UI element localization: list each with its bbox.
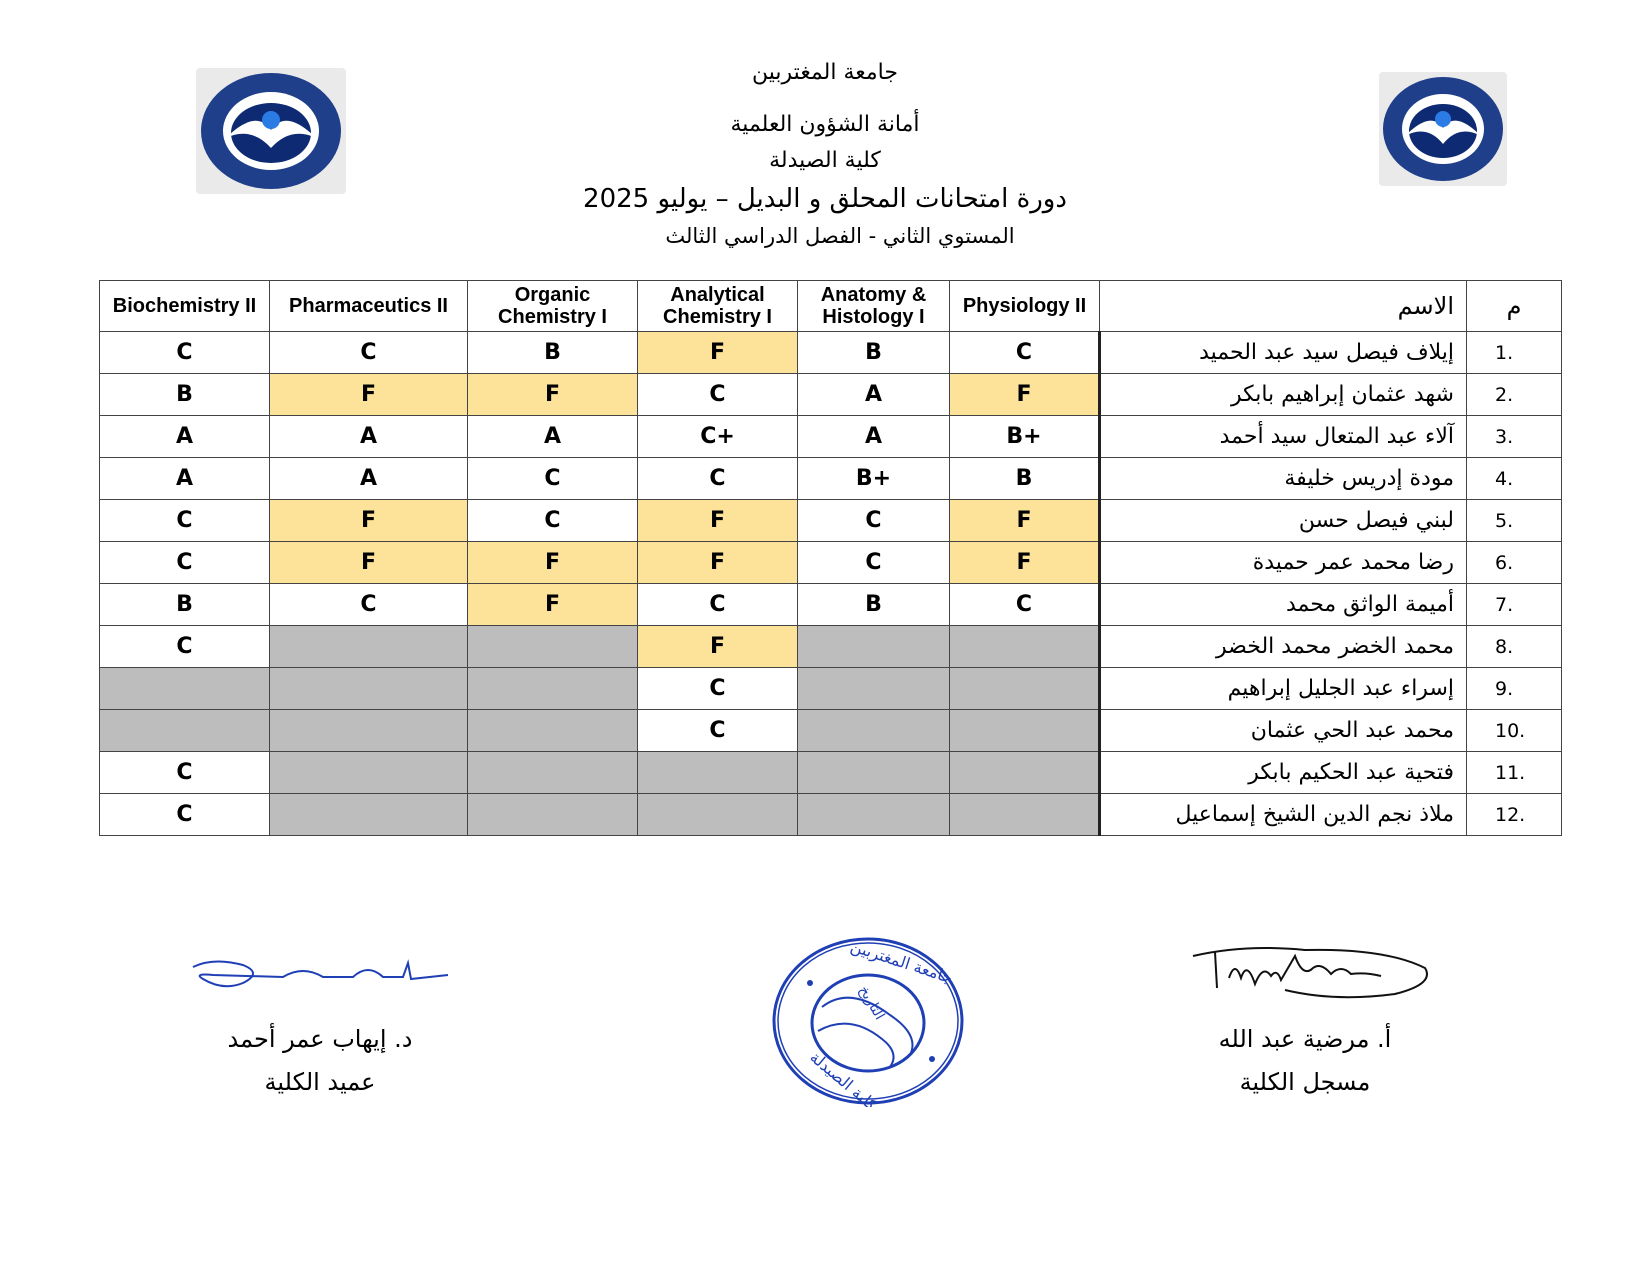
table-row [100, 374, 1562, 416]
grade-cell-physiology: B [950, 458, 1100, 500]
university-logo-right [1379, 72, 1507, 186]
grade-cell-organic [468, 752, 638, 794]
grade-cell-anatomy [798, 794, 950, 836]
grade-cell-organic: F [468, 374, 638, 416]
col-header-number: م [1467, 281, 1562, 332]
grade-cell-analytical: C+ [638, 416, 798, 458]
col-header-analytical: Analytical Chemistry I [638, 281, 798, 332]
faculty-stamp [770, 935, 966, 1107]
grade-cell-analytical: F [638, 332, 798, 374]
grade-cell-organic: B [468, 332, 638, 374]
grade-cell-anatomy: C [798, 500, 950, 542]
student-name: أميمة الواثق محمد [1100, 584, 1467, 626]
grade-cell-organic: F [468, 542, 638, 584]
table-row [100, 668, 1562, 710]
scientific-affairs: أمانة الشؤون العلمية [730, 112, 920, 137]
student-name: فتحية عبد الحكيم بابكر [1100, 752, 1467, 794]
grades-table-body [100, 332, 1562, 836]
grade-cell-organic [468, 710, 638, 752]
row-number: 2. [1467, 374, 1562, 416]
col-header-name: الاسم [1100, 281, 1467, 332]
grade-cell-organic [468, 794, 638, 836]
row-number: 7. [1467, 584, 1562, 626]
row-number: 5. [1467, 500, 1562, 542]
grade-cell-biochemistry: B [100, 374, 270, 416]
student-name: آلاء عبد المتعال سيد أحمد [1100, 416, 1467, 458]
grade-cell-pharmaceutics: F [270, 542, 468, 584]
grade-cell-anatomy [798, 668, 950, 710]
grade-cell-pharmaceutics [270, 752, 468, 794]
registrar-name: أ. مرضية عبد الله [1218, 1025, 1392, 1053]
table-row [100, 458, 1562, 500]
grade-cell-pharmaceutics: F [270, 374, 468, 416]
grade-cell-anatomy: B [798, 332, 950, 374]
grade-cell-biochemistry: C [100, 500, 270, 542]
table-row [100, 626, 1562, 668]
col-header-pharmaceutics: Pharmaceutics II [270, 281, 468, 332]
grade-cell-biochemistry: C [100, 752, 270, 794]
exam-title: دورة امتحانات المحلق و البديل – يوليو 2025 [583, 184, 1067, 214]
grade-cell-pharmaceutics: F [270, 500, 468, 542]
grade-cell-biochemistry: C [100, 794, 270, 836]
grade-cell-physiology [950, 668, 1100, 710]
student-name: مودة إدريس خليفة [1100, 458, 1467, 500]
col-header-organic: Organic Chemistry I [468, 281, 638, 332]
grade-cell-physiology: B+ [950, 416, 1100, 458]
row-number: 10. [1467, 710, 1562, 752]
grade-cell-physiology [950, 626, 1100, 668]
university-name: جامعة المغتربين [752, 60, 898, 85]
row-number: 6. [1467, 542, 1562, 584]
grade-cell-analytical: C [638, 458, 798, 500]
grade-cell-physiology: F [950, 542, 1100, 584]
student-name: شهد عثمان إبراهيم بابكر [1100, 374, 1467, 416]
table-row [100, 710, 1562, 752]
student-name: إيلاف فيصل سيد عبد الحميد [1100, 332, 1467, 374]
grade-cell-biochemistry: B [100, 584, 270, 626]
col-header-physiology: Physiology II [950, 281, 1100, 332]
student-name: لبني فيصل حسن [1100, 500, 1467, 542]
student-name: ملاذ نجم الدين الشيخ إسماعيل [1100, 794, 1467, 836]
grade-cell-organic: A [468, 416, 638, 458]
grade-cell-analytical: C [638, 668, 798, 710]
grade-cell-pharmaceutics: C [270, 332, 468, 374]
dean-signature [183, 955, 453, 1005]
table-row [100, 542, 1562, 584]
table-row [100, 752, 1562, 794]
grade-cell-physiology [950, 710, 1100, 752]
grade-cell-pharmaceutics [270, 794, 468, 836]
student-name: إسراء عبد الجليل إبراهيم [1100, 668, 1467, 710]
grade-cell-biochemistry [100, 668, 270, 710]
university-logo-left [196, 68, 346, 194]
registrar-title: مسجل الكلية [1239, 1068, 1371, 1096]
grade-cell-pharmaceutics: A [270, 458, 468, 500]
grade-cell-physiology: F [950, 374, 1100, 416]
grade-cell-pharmaceutics [270, 668, 468, 710]
student-name: محمد عبد الحي عثمان [1100, 710, 1467, 752]
col-header-biochemistry: Biochemistry II [100, 281, 270, 332]
grade-cell-organic: C [468, 458, 638, 500]
grade-cell-physiology: C [950, 332, 1100, 374]
row-number: 4. [1467, 458, 1562, 500]
grade-cell-organic: F [468, 584, 638, 626]
dean-name: د. إيهاب عمر أحمد [227, 1025, 413, 1053]
grade-cell-physiology: C [950, 584, 1100, 626]
grade-cell-anatomy: B+ [798, 458, 950, 500]
student-name: محمد الخضر محمد الخضر [1100, 626, 1467, 668]
student-name: رضا محمد عمر حميدة [1100, 542, 1467, 584]
grade-cell-analytical: F [638, 626, 798, 668]
level-semester: المستوي الثاني - الفصل الدراسي الثالث [665, 224, 1015, 248]
table-header-row [100, 281, 1562, 332]
grade-cell-anatomy [798, 710, 950, 752]
table-row [100, 500, 1562, 542]
faculty-name: كلية الصيدلة [769, 148, 881, 173]
grades-table [99, 280, 1562, 836]
grade-cell-analytical: F [638, 500, 798, 542]
grade-cell-anatomy [798, 626, 950, 668]
grade-cell-analytical: C [638, 374, 798, 416]
grade-cell-organic: C [468, 500, 638, 542]
grade-cell-physiology [950, 794, 1100, 836]
grade-cell-biochemistry: A [100, 458, 270, 500]
grade-cell-analytical: C [638, 710, 798, 752]
grade-cell-physiology: F [950, 500, 1100, 542]
grade-cell-pharmaceutics [270, 626, 468, 668]
stamp-outer-text: جامعة المغتربين [848, 936, 956, 988]
grade-cell-analytical [638, 794, 798, 836]
grade-cell-biochemistry: A [100, 416, 270, 458]
row-number: 1. [1467, 332, 1562, 374]
grade-cell-analytical: F [638, 542, 798, 584]
grade-cell-pharmaceutics [270, 710, 468, 752]
grade-cell-anatomy: C [798, 542, 950, 584]
grade-cell-anatomy: A [798, 374, 950, 416]
row-number: 3. [1467, 416, 1562, 458]
table-row [100, 584, 1562, 626]
grade-cell-anatomy [798, 752, 950, 794]
table-row [100, 332, 1562, 374]
grade-cell-organic [468, 626, 638, 668]
table-row [100, 416, 1562, 458]
grade-cell-anatomy: A [798, 416, 950, 458]
grade-cell-physiology [950, 752, 1100, 794]
grade-cell-anatomy: B [798, 584, 950, 626]
grade-cell-organic [468, 668, 638, 710]
grade-cell-biochemistry [100, 710, 270, 752]
grade-cell-analytical: C [638, 584, 798, 626]
row-number: 12. [1467, 794, 1562, 836]
registrar-signature [1185, 938, 1435, 1010]
grade-cell-biochemistry: C [100, 542, 270, 584]
grade-cell-analytical [638, 752, 798, 794]
grade-cell-biochemistry: C [100, 626, 270, 668]
stamp-bottom-text: كلية الصيدلة [806, 1047, 881, 1107]
row-number: 9. [1467, 668, 1562, 710]
col-header-anatomy: Anatomy & Histology I [798, 281, 950, 332]
table-row [100, 794, 1562, 836]
row-number: 8. [1467, 626, 1562, 668]
grade-cell-pharmaceutics: A [270, 416, 468, 458]
dean-title: عميد الكلية [264, 1068, 376, 1096]
grade-cell-biochemistry: C [100, 332, 270, 374]
grade-cell-pharmaceutics: C [270, 584, 468, 626]
stamp-center-text: التاريخ [855, 983, 888, 1023]
row-number: 11. [1467, 752, 1562, 794]
